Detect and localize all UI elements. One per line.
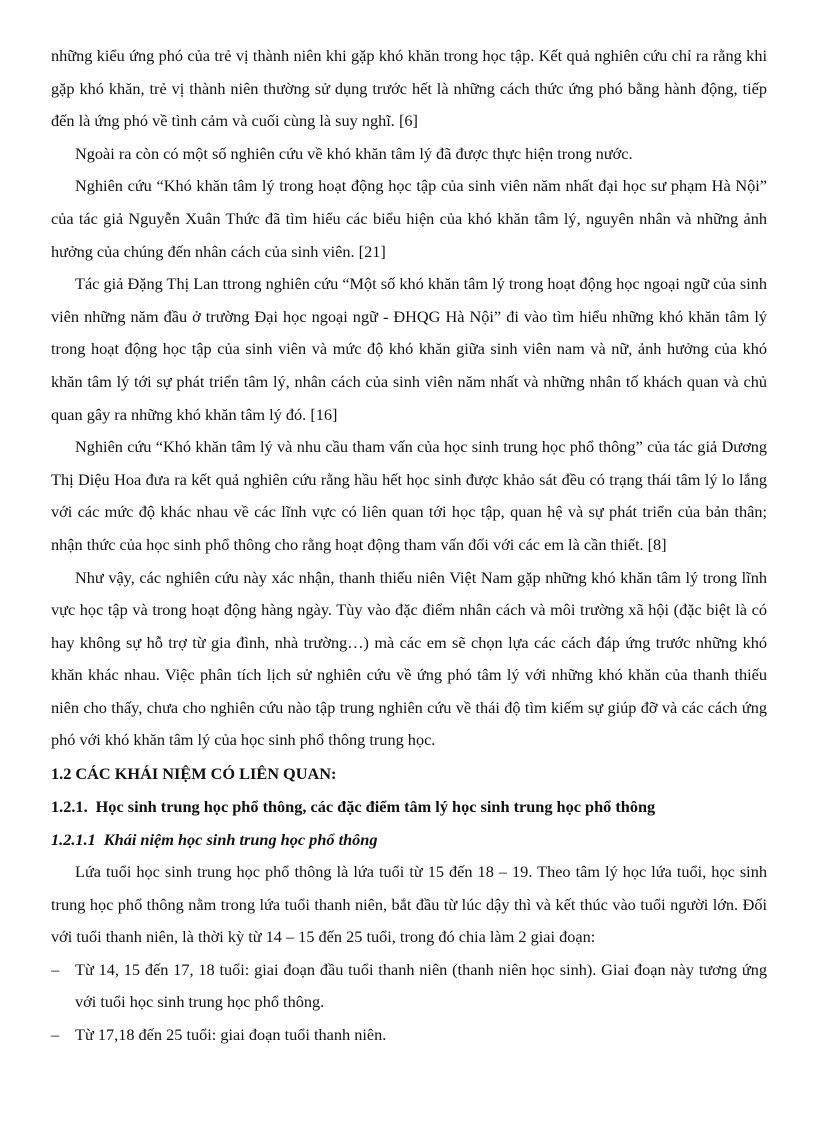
section-number: 1.2.1. — [51, 797, 88, 817]
paragraph-age-range: Lứa tuổi học sinh trung học phổ thông là lứa tuổi từ 15 đến 18 – 19. Theo tâm lý học lứa tuổi, học sinh trung học phổ thông nằm trong lứa tuổi thanh niên, bắt đầu từ lúc dậy thì và kết thúc vào tuổi người lớn. Đối với tuổi thanh niên, là thời kỳ từ 14 – 15 đến 25 tuổi, trong đó chia làm 2 giai đoạn: — [51, 862, 767, 947]
section-title: Học sinh trung học phổ thông, các đặc điểm tâm lý học sinh trung học phổ thông — [95, 797, 656, 817]
paragraph-dang-thi-lan: Tác giả Đặng Thị Lan ttrong nghiên cứu “Một số khó khăn tâm lý trong hoạt động học ngoại ngữ của sinh viên những năm đầu ở trường Đại học ngoại ngữ - ĐHQG Hà Nội” đi vào tìm hiểu những khó khăn tâm lý trong hoạt động học tập của sinh viên và mức độ khó khăn giữa sinh viên nam và nữ, ảnh hưởng của khó khăn tâm lý tới sự phát triển tâm lý, nhân cách của sinh viên năm nhất và những nhân tố khách quan và chủ quan gây ra những khó khăn tâm lý đó. [16] — [51, 274, 767, 424]
dash-bullet: – — [51, 959, 60, 979]
list-item-text: Từ 14, 15 đến 17, 18 tuổi: giai đoạn đầu tuổi thanh niên (thanh niên học sinh). Giai đoạn này tương ứng với tuổi học sinh trung học phổ thông. — [75, 959, 767, 1012]
list-item — [51, 954, 767, 1019]
paragraph-domestic-research: Ngoài ra còn có một số nghiên cứu về khó khăn tâm lý đã được thực hiện trong nước. — [75, 143, 633, 163]
paragraph-duong-thi-dieu-hoa: Nghiên cứu “Khó khăn tâm lý và nhu cầu tham vấn của học sinh trung học phổ thông” của tác giả Dương Thị Diệu Hoa đưa ra kết quả nghiên cứu rằng hầu hết học sinh được khảo sát đều có trạng thái tâm lý lo lắng với các mức độ khác nhau về các lĩnh vực có liên quan tới học tập, quan hệ và sự phát triển của bản thân; nhận thức của học sinh phổ thông cho rằng hoạt động tham vấn đối với các em là cần thiết. [8] — [51, 437, 767, 554]
section-heading-1-2-1 — [51, 790, 767, 823]
section-heading-1-2: 1.2 CÁC KHÁI NIỆM CÓ LIÊN QUAN: — [51, 764, 337, 784]
list-item — [51, 1019, 767, 1052]
paragraph-summary: Như vậy, các nghiên cứu này xác nhận, thanh thiếu niên Việt Nam gặp những khó khăn tâm lý trong lĩnh vực học tập và trong hoạt động hàng ngày. Tùy vào đặc điểm nhân cách và môi trường xã hội (đặc biệt là có hay không sự hỗ trợ từ gia đình, nhà trường…) mà các em sẽ chọn lựa các cách đáp ứng trước những khó khăn khác nhau. Việc phân tích lịch sử nghiên cứu về ứng phó tâm lý với những khó khăn của thanh thiếu niên cho thấy, chưa cho nghiên cứu nào tập trung nghiên cứu về thái độ tìm kiếm sự giúp đỡ và các cách ứng phó với khó khăn tâm lý của học sinh phổ thông trung học. — [51, 567, 767, 750]
paragraph-nguyen-xuan-thuc: Nghiên cứu “Khó khăn tâm lý trong hoạt động học tập của sinh viên năm nhất đại học sư phạm Hà Nội” của tác giả Nguyễn Xuân Thức đã tìm hiểu các biểu hiện của khó khăn tâm lý, nguyên nhân và những ảnh hưởng của chúng đến nhân cách của sinh viên. [21] — [51, 176, 767, 261]
paragraph-continuation: những kiểu ứng phó của trẻ vị thành niên khi gặp khó khăn trong học tập. Kết quả nghiên cứu chỉ ra rằng khi gặp khó khăn, trẻ vị thành niên thường sử dụng trước hết là những cách thức ứng phó bằng hành động, tiếp đến là ứng phó về tình cảm và cuối cùng là suy nghĩ. [6] — [51, 46, 767, 131]
dash-bullet: – — [51, 1025, 60, 1045]
section-heading-1-2-1-1 — [51, 823, 767, 856]
document-page — [51, 40, 767, 1052]
section-title: Khái niệm học sinh trung học phổ thông — [103, 830, 378, 850]
section-number: 1.2.1.1 — [51, 830, 96, 850]
list-item-text: Từ 17,18 đến 25 tuổi: giai đoạn tuổi thanh niên. — [75, 1025, 387, 1045]
